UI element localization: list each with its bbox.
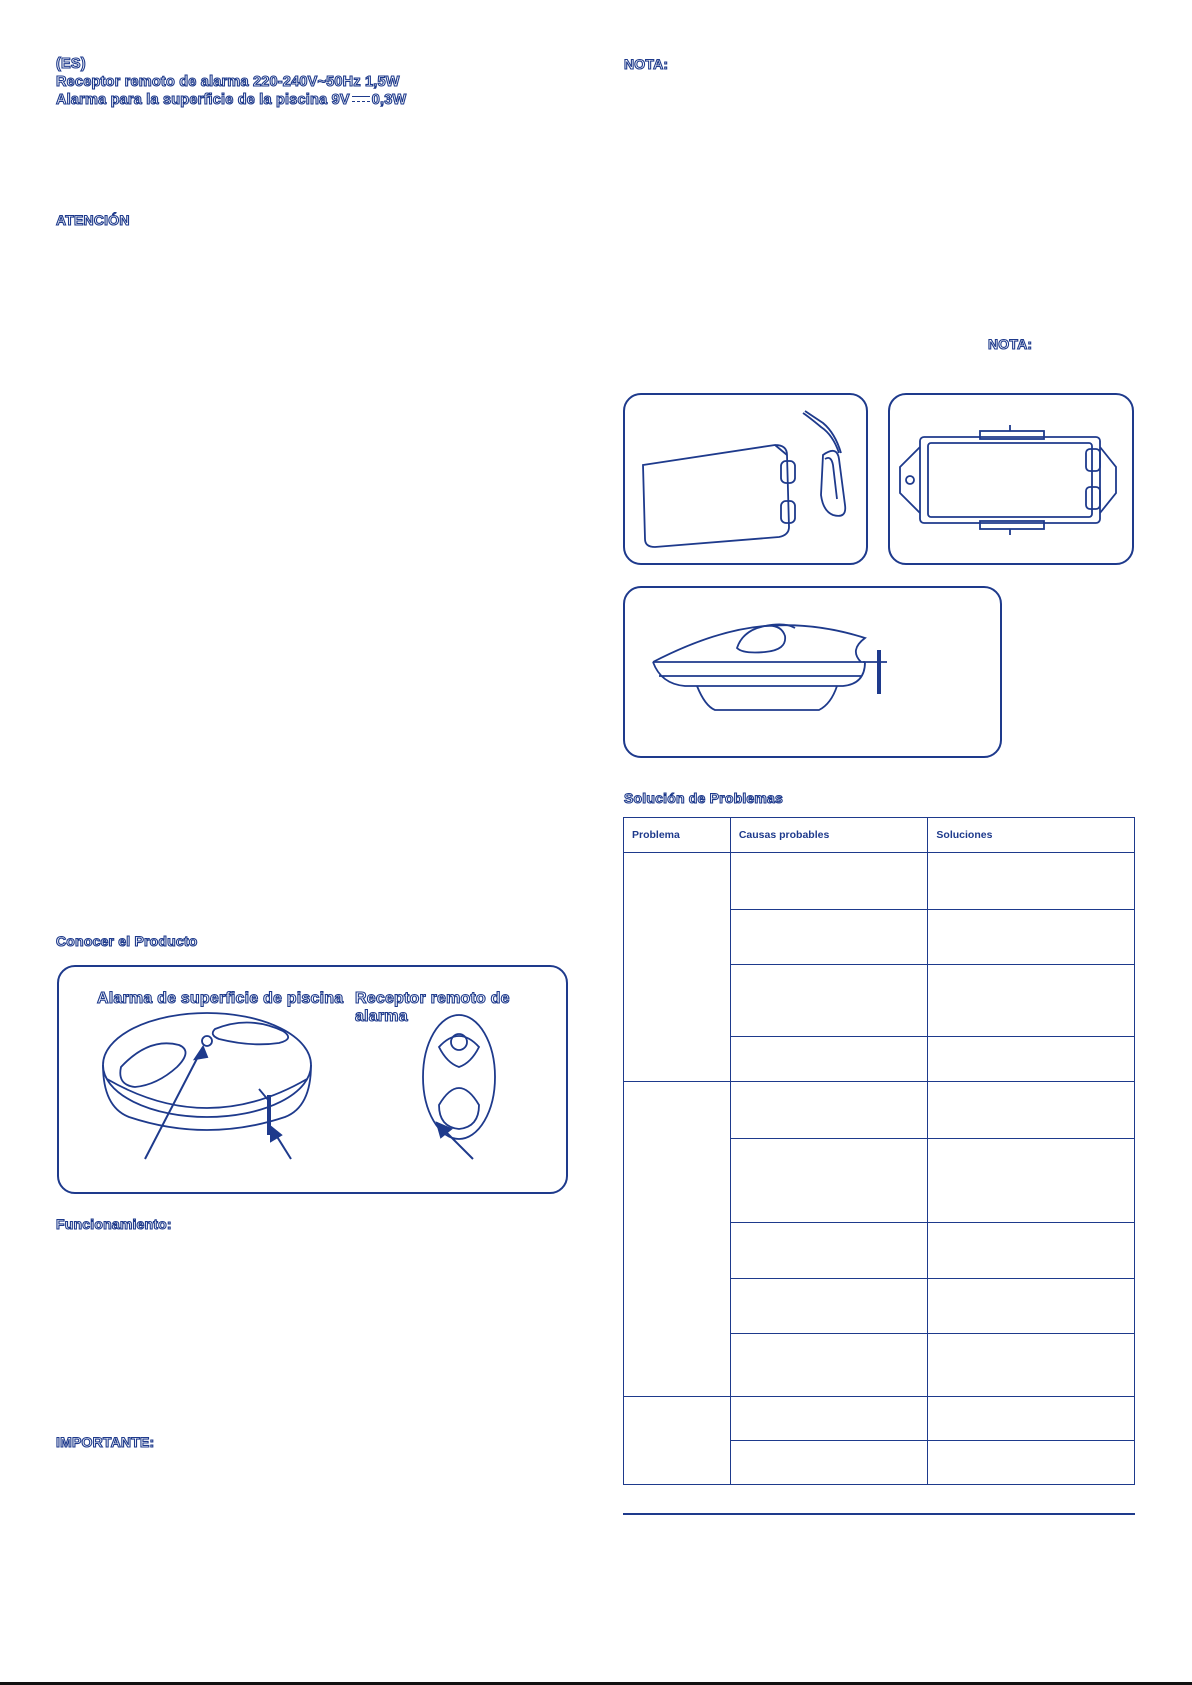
- spec-line-pool-alarm-suffix: 0,3W: [371, 92, 407, 108]
- dc-symbol-icon: [352, 95, 370, 105]
- section-divider: [623, 1513, 1135, 1515]
- table-cell: [624, 1081, 731, 1396]
- table-cell: [928, 1081, 1135, 1138]
- spec-line-pool-alarm: [56, 92, 406, 109]
- table-header-row: [624, 818, 1135, 853]
- table-cell: [730, 1036, 928, 1081]
- pool-alarm-drawing: [103, 1013, 311, 1130]
- product-illustration: [59, 967, 567, 1193]
- side-view-drawing: [625, 588, 999, 755]
- spec-line-receiver: Receptor remoto de alarma 220-240V~50Hz 1,5W: [56, 74, 400, 90]
- nota-heading-1: NOTA:: [624, 56, 669, 72]
- language-code: (ES): [56, 56, 86, 72]
- table-cell: [730, 1440, 928, 1484]
- side-view-panel: [623, 586, 1002, 758]
- header-soluciones: Soluciones: [928, 818, 1135, 853]
- table-cell: [928, 1334, 1135, 1396]
- table-cell: [928, 1440, 1135, 1484]
- receiver-box-drawing: [625, 395, 865, 562]
- table-cell: [730, 853, 928, 910]
- table-cell: [624, 1396, 731, 1484]
- nota-heading-2: NOTA:: [988, 336, 1033, 352]
- table-cell: [928, 1223, 1135, 1279]
- remote-receiver-drawing: [423, 1015, 495, 1139]
- table-cell: [730, 1396, 928, 1440]
- table-row: [624, 1081, 1135, 1138]
- troubleshooting-table: [623, 817, 1135, 1485]
- atencion-heading: ATENCIÓN: [56, 212, 130, 228]
- remote-receiver-label: Receptor remoto de alarma: [355, 990, 510, 1025]
- table-cell: [928, 965, 1135, 1036]
- funcionamiento-heading: Funcionamiento:: [56, 1216, 172, 1232]
- battery-compartment-drawing: [890, 395, 1131, 562]
- table-cell: [928, 1138, 1135, 1222]
- importante-heading: IMPORTANTE:: [56, 1434, 155, 1450]
- table-cell: [730, 1279, 928, 1334]
- product-overview-panel: [57, 965, 568, 1194]
- table-cell: [730, 910, 928, 965]
- spec-line-pool-alarm-prefix: Alarma para la superficie de la piscina 9V: [56, 92, 350, 108]
- table-cell: [928, 853, 1135, 910]
- receiver-box-panel: [623, 393, 868, 565]
- solucion-heading: Solución de Problemas: [624, 790, 784, 806]
- pool-alarm-label: Alarma de superficie de piscina: [97, 990, 344, 1007]
- header-causas: Causas probables: [730, 818, 928, 853]
- battery-compartment-panel: [888, 393, 1134, 565]
- table-row: [624, 1396, 1135, 1440]
- header-problema: Problema: [624, 818, 731, 853]
- table-cell: [928, 1396, 1135, 1440]
- table-row: [624, 853, 1135, 910]
- table-cell: [730, 1138, 928, 1222]
- table-cell: [624, 853, 731, 1082]
- table-cell: [730, 965, 928, 1036]
- table-cell: [730, 1223, 928, 1279]
- table-cell: [928, 910, 1135, 965]
- table-cell: [730, 1334, 928, 1396]
- table-cell: [928, 1279, 1135, 1334]
- conocer-heading: Conocer el Producto: [56, 933, 198, 949]
- table-cell: [928, 1036, 1135, 1081]
- table-cell: [730, 1081, 928, 1138]
